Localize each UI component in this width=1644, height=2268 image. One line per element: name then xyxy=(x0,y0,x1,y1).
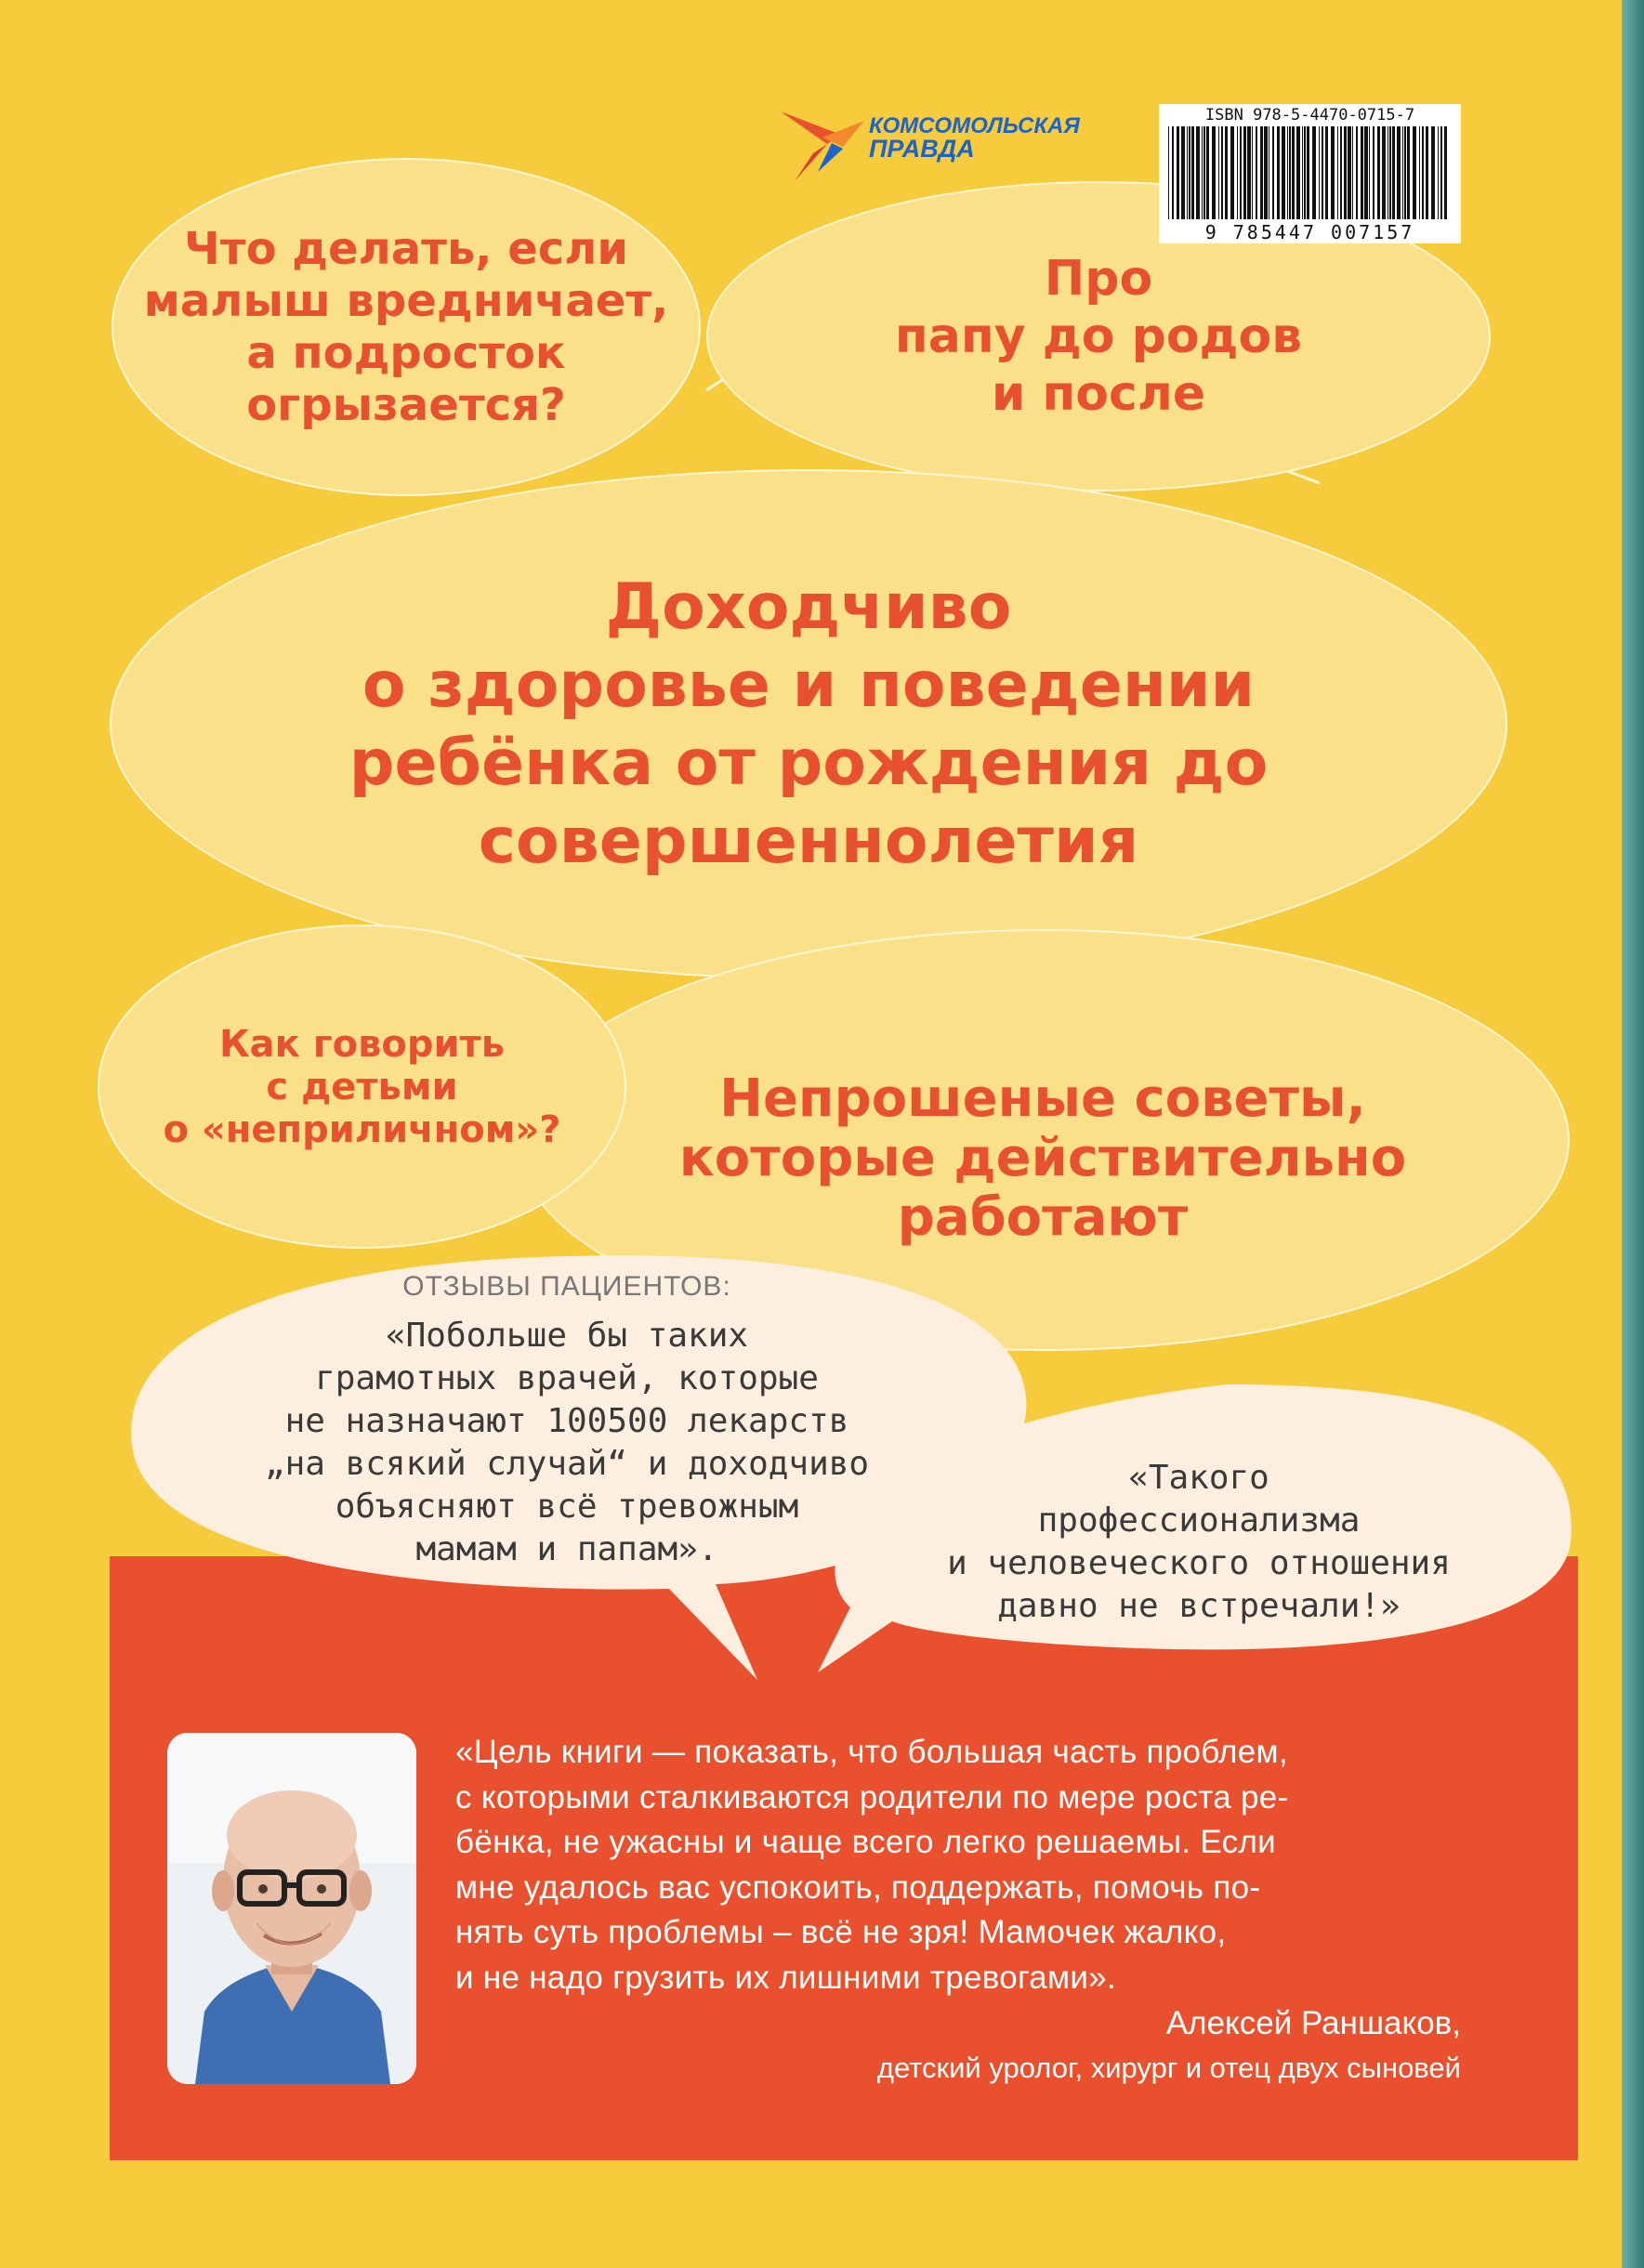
author-role: детский уролог, хирург и отец двух сыновей xyxy=(876,2052,1461,2084)
main-headline-text: Доходчиво о здоровье и поведении ребёнка от рождения до совершеннолетия xyxy=(349,570,1269,878)
book-spine-edge xyxy=(1622,0,1644,2268)
bubble-talk-text: Как говорить с детьми о «неприличном»? xyxy=(163,1022,561,1151)
review-quote-2: «Такого профессионализма и человеческого отношения давно не встречали!» xyxy=(947,1459,1451,1625)
review-quote-1: «Побольше бы таких грамотных врачей, которые не назначают 100500 лекарств „на всякий случай“ и доходчиво объясняют всё тревожным мамам и папам». xyxy=(264,1317,870,1568)
isbn-label: ISBN 978-5-4470-0715-7 xyxy=(1204,106,1415,125)
author-photo xyxy=(167,1733,416,2084)
isbn-barcode xyxy=(1159,104,1461,243)
isbn-digits: 9 785447 007157 xyxy=(1204,221,1415,243)
bubble-advice-text: Непрошеные советы, которые действительно работают xyxy=(678,1068,1407,1248)
reviews-heading: ОТЗЫВЫ ПАЦИЕНТОВ: xyxy=(402,1271,731,1302)
barcode-bars xyxy=(1164,126,1455,219)
publisher-line-1: КОМСОМОЛЬСКАЯ xyxy=(869,113,1080,138)
publisher-logo xyxy=(869,113,1111,163)
publisher-line-2: ПРАВДА xyxy=(869,135,975,163)
bubble-baby-text: Что делать, если малыш вредничает, а подросток огрызается? xyxy=(143,223,669,431)
bubble-dad-text: Про папу до родов и после xyxy=(894,251,1303,422)
author-quote: «Цель книги — показать, что большая часть проблем, с которыми сталкиваются родители по мере роста ре- бёнка, не ужасны и чаще всего легко решаемы. Если мне удалось вас успокоить, поддержать, помочь по- нять суть проблемы – всё не зря! Мамочек жалко, и не надо грузить их лишними тревогами». xyxy=(455,1734,1289,1996)
author-name: Алексей Раншаков, xyxy=(1165,2005,1461,2041)
